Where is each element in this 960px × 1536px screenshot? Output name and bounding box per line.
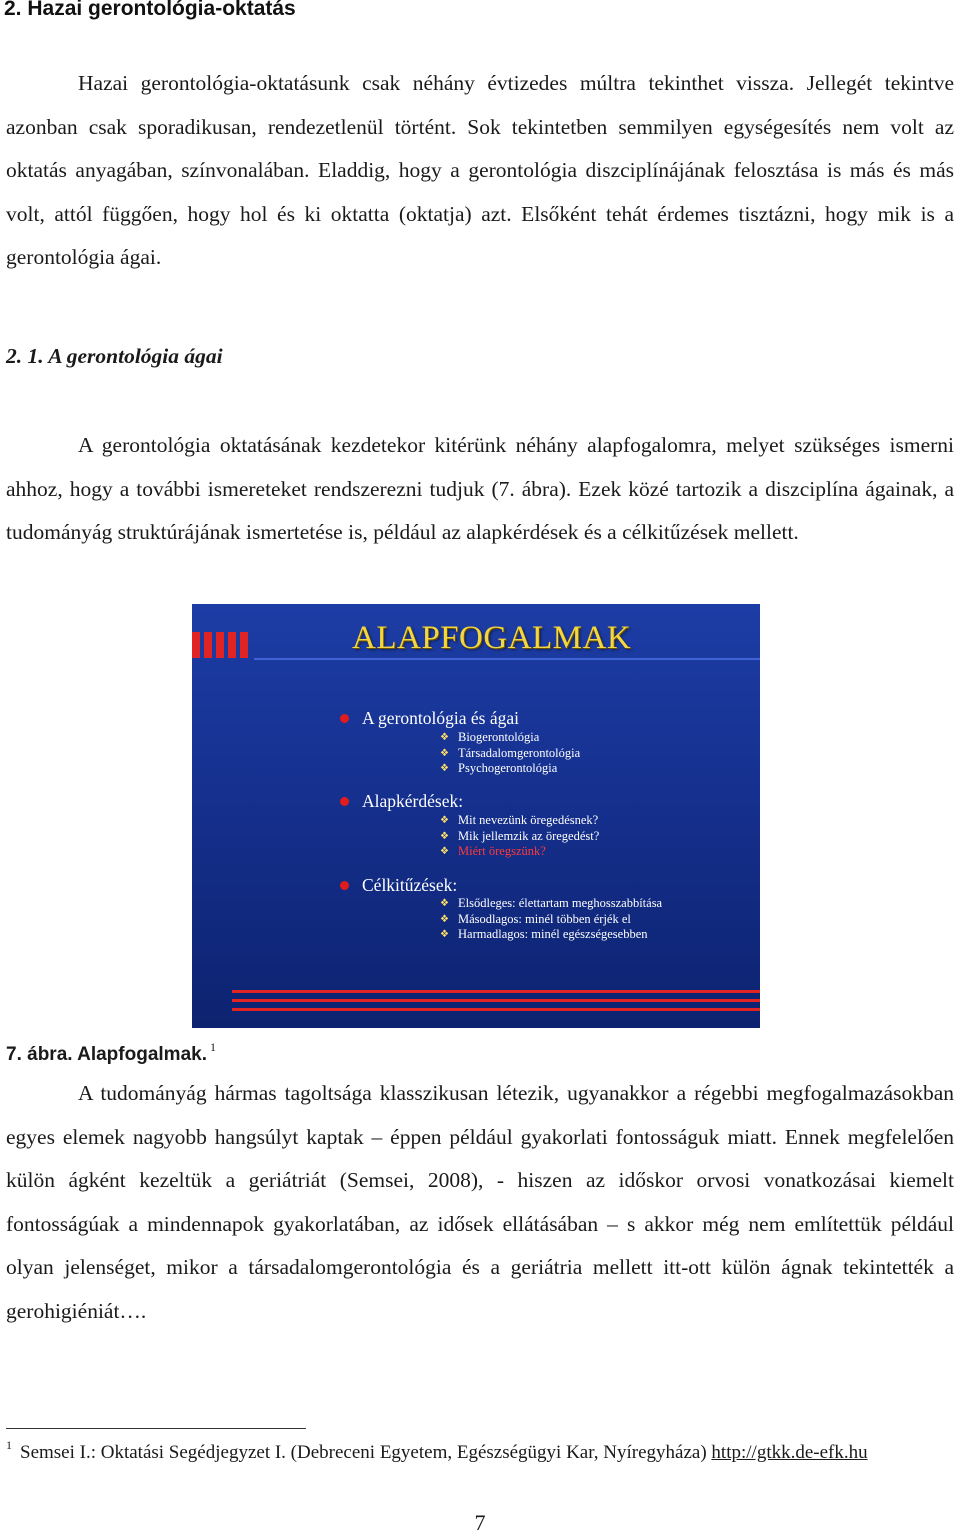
section-heading: 2. Hazai gerontológia-oktatás bbox=[4, 0, 296, 20]
diamond-bullet-icon: ❖ bbox=[440, 747, 449, 759]
diamond-bullet-icon: ❖ bbox=[440, 929, 449, 940]
page-number: 7 bbox=[474, 1510, 486, 1535]
slide-bullet-group-2 bbox=[362, 791, 463, 812]
slide-subitem: ❖ Miért öregszünk? bbox=[440, 844, 546, 858]
bullet-dot-icon bbox=[340, 714, 349, 723]
slide-decor-bars bbox=[192, 632, 254, 658]
intro-paragraph: Hazai gerontológia-oktatásunk csak néhány évtizedes múltra tekinthet vissza. Jellegét tekintve azonban csak sporadikusan, rendezetlenül történt. Sok tekintetben semmilyen egységesítés nem volt az oktatás anyagában, színvonalában. Eladdig, hogy a gerontológia diszciplínájának felosztása is más és más volt, attól függően, hogy hol és ki oktatta (oktatja) azt. Elsőként tehát érdemes tisztázni, hogy mik is a gerontológia ágai. bbox=[6, 71, 954, 269]
slide-subitems-1 bbox=[440, 730, 580, 777]
slide-bullet-label: Célkitűzések: bbox=[362, 875, 458, 895]
slide-subitem: ❖ Másodlagos: minél többen érjék el bbox=[440, 911, 631, 926]
slide-title: ALAPFOGALMAK bbox=[352, 620, 632, 656]
subsection-heading: 2. 1. A gerontológia ágai bbox=[6, 344, 223, 368]
slide-subitem: ❖ Mik jellemzik az öregedést? bbox=[440, 828, 600, 843]
slide-subitem: ❖ Harmadlagos: minél egészségesebben bbox=[440, 927, 648, 941]
diamond-bullet-icon: ❖ bbox=[440, 913, 449, 925]
slide-bullet-group-3 bbox=[362, 875, 457, 896]
slide-bullet-label: A gerontológia és ágai bbox=[362, 708, 519, 728]
diamond-bullet-icon: ❖ bbox=[440, 732, 449, 743]
footnote-ref: 1 bbox=[209, 1040, 216, 1054]
slide-decor-stripes bbox=[232, 990, 760, 1012]
footnote-link[interactable]: http://gtkk.de-efk.hu bbox=[711, 1442, 868, 1463]
slide-title-rule bbox=[254, 658, 760, 660]
slide-bullet-label: Alapkérdések: bbox=[362, 791, 464, 811]
slide-subitem: ❖ Biogerontológia bbox=[440, 730, 540, 744]
slide-subitem: ❖ Mit nevezünk öregedésnek? bbox=[440, 813, 599, 827]
diamond-bullet-icon: ❖ bbox=[440, 898, 449, 909]
figure-caption: 7. ábra. Alapfogalmak. $^1$ bbox=[6, 1040, 216, 1065]
diamond-bullet-icon: ❖ bbox=[440, 846, 449, 857]
figure-slide bbox=[192, 604, 760, 1028]
footnote: $^1$ Semsei I.: Oktatási Segédjegyzet I. (Debreceni Egyetem, Egészségügyi Kar, Nyíregyháza) http://gtkk.de-efk.hu bbox=[6, 1438, 868, 1463]
slide-subitem: ❖ Társadalomgerontológia bbox=[440, 745, 581, 760]
diamond-bullet-icon: ❖ bbox=[440, 830, 449, 842]
slide-bullet-group-1 bbox=[362, 708, 519, 729]
bullet-dot-icon bbox=[340, 797, 349, 806]
closing-paragraph: A tudományág hármas tagoltsága klasszikusan létezik, ugyanakkor a régebbi megfogalmazásokban egyes elemek nagyobb hangsúlyt kaptak – éppen például gyakorlati fontosságuk miatt. Ennek megfelelően külön ágként kezeltük a geriátriát (Semsei, 2008), - hiszen az időskor orvosi vonatkozásai kiemelt fontosságúak a mindennapok gyakorlatában, az idősek ellátásában – s akkor még nem említettük például olyan jelenséget, mikor a társadalomgerontológia és a geriátria mellett itt-ott külön ágnak tekintették a gerohigiéniát…. bbox=[6, 1081, 954, 1323]
bullet-dot-icon bbox=[340, 881, 349, 890]
section-paragraph: A gerontológia oktatásának kezdetekor kitérünk néhány alapfogalomra, melyet szükséges ismerni ahhoz, hogy a további ismereteket rendszerezni tudjuk (7. ábra). Ezek közé tartozik a diszciplína ágainak, a tudományág struktúrájának ismertetése is, például az alapkérdések és a célkitűzések mellett. bbox=[6, 433, 954, 544]
diamond-bullet-icon: ❖ bbox=[440, 763, 449, 774]
slide-subitem: ❖ Psychogerontológia bbox=[440, 761, 558, 775]
slide-subitem: ❖ Elsődleges: élettartam meghosszabbítása bbox=[440, 896, 663, 910]
slide-subitems-2 bbox=[440, 813, 599, 860]
diamond-bullet-icon: ❖ bbox=[440, 815, 449, 826]
slide-subitems-3 bbox=[440, 896, 662, 943]
footnote-divider bbox=[6, 1428, 306, 1429]
